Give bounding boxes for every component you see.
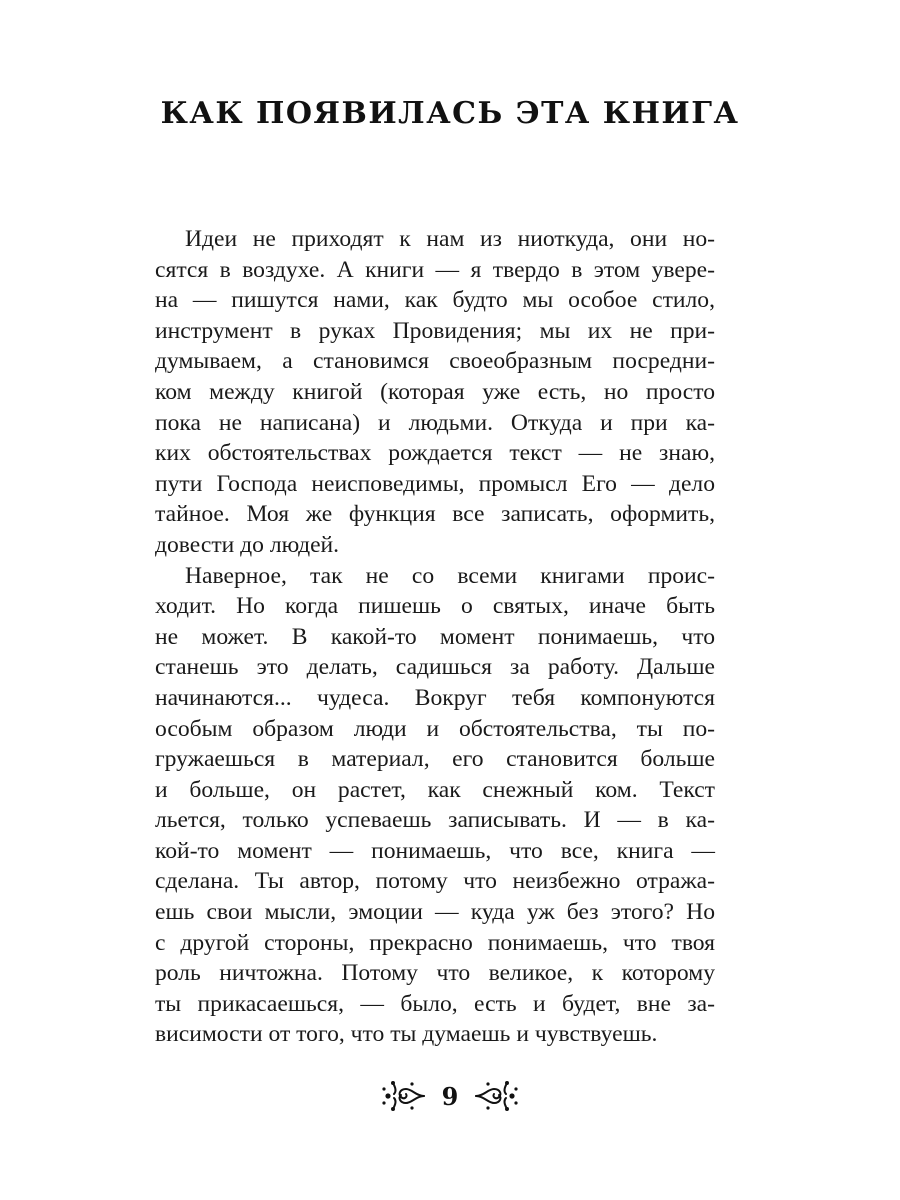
text-line: тайное. Моя же функция все записать, оформить, bbox=[155, 501, 715, 528]
text-line: ких обстоятельствах рождается текст — не знаю, bbox=[155, 440, 715, 467]
text-line: Наверное, так не со всеми книгами проис- bbox=[185, 562, 715, 589]
text-line: ешь свои мысли, эмоции — куда уж без этого? Но bbox=[155, 899, 715, 926]
text-line: роль ничтожна. Потому что великое, к которому bbox=[155, 960, 715, 987]
text-line: не может. В какой-то момент понимаешь, что bbox=[155, 623, 715, 650]
ornament-left-icon bbox=[380, 1079, 428, 1113]
text-line: ты прикасаешься, — было, есть и будет, вне за- bbox=[155, 990, 715, 1017]
text-line: Идеи не приходят к нам из ниоткуда, они но- bbox=[185, 226, 715, 252]
text-line: думываем, а становимся своеобразным посредни- bbox=[155, 348, 715, 375]
text-line: кой-то момент — понимаешь, что все, книга — bbox=[155, 837, 715, 864]
text-line: ходит. Но когда пишешь о святых, иначе быть bbox=[155, 593, 715, 620]
text-line: висимости от того, что ты думаешь и чувствуешь. bbox=[155, 1021, 658, 1048]
text-line: особым образом люди и обстоятельства, ты по- bbox=[155, 715, 715, 742]
text-line: сятся в воздухе. А книги — я твердо в этом увере- bbox=[155, 256, 715, 283]
text-line: инструмент в руках Провидения; мы их не при- bbox=[155, 317, 715, 344]
ornament-right-icon bbox=[472, 1079, 520, 1113]
text-line: и больше, он растет, как снежный ком. Текст bbox=[155, 776, 715, 803]
text-line: гружаешься в материал, его становится больше bbox=[155, 746, 715, 773]
text-line: пути Господа неисповедимы, промысл Его — дело bbox=[155, 470, 715, 497]
text-line: довести до людей. bbox=[155, 531, 340, 558]
text-line: станешь это делать, садишься за работу. Дальше bbox=[155, 654, 715, 681]
page-footer bbox=[0, 1076, 900, 1116]
text-line: с другой стороны, прекрасно понимаешь, что твоя bbox=[155, 929, 715, 956]
text-line: пока не написана) и людьми. Откуда и при ка- bbox=[155, 409, 715, 436]
text-line: льется, только успеваешь записывать. И — в ка- bbox=[155, 807, 715, 834]
text-line: начинаются... чудеса. Вокруг тебя компонуются bbox=[155, 684, 715, 711]
text-line: ком между книгой (которая уже есть, но просто bbox=[155, 378, 715, 405]
page-number: 9 bbox=[441, 1081, 459, 1111]
body-text bbox=[155, 224, 715, 1050]
chapter-title: КАК ПОЯВИЛАСЬ ЭТА КНИГА bbox=[160, 96, 740, 131]
text-line: сделана. Ты автор, потому что неизбежно отража- bbox=[155, 868, 715, 895]
text-line: на — пишутся нами, как будто мы особое стило, bbox=[155, 287, 715, 314]
